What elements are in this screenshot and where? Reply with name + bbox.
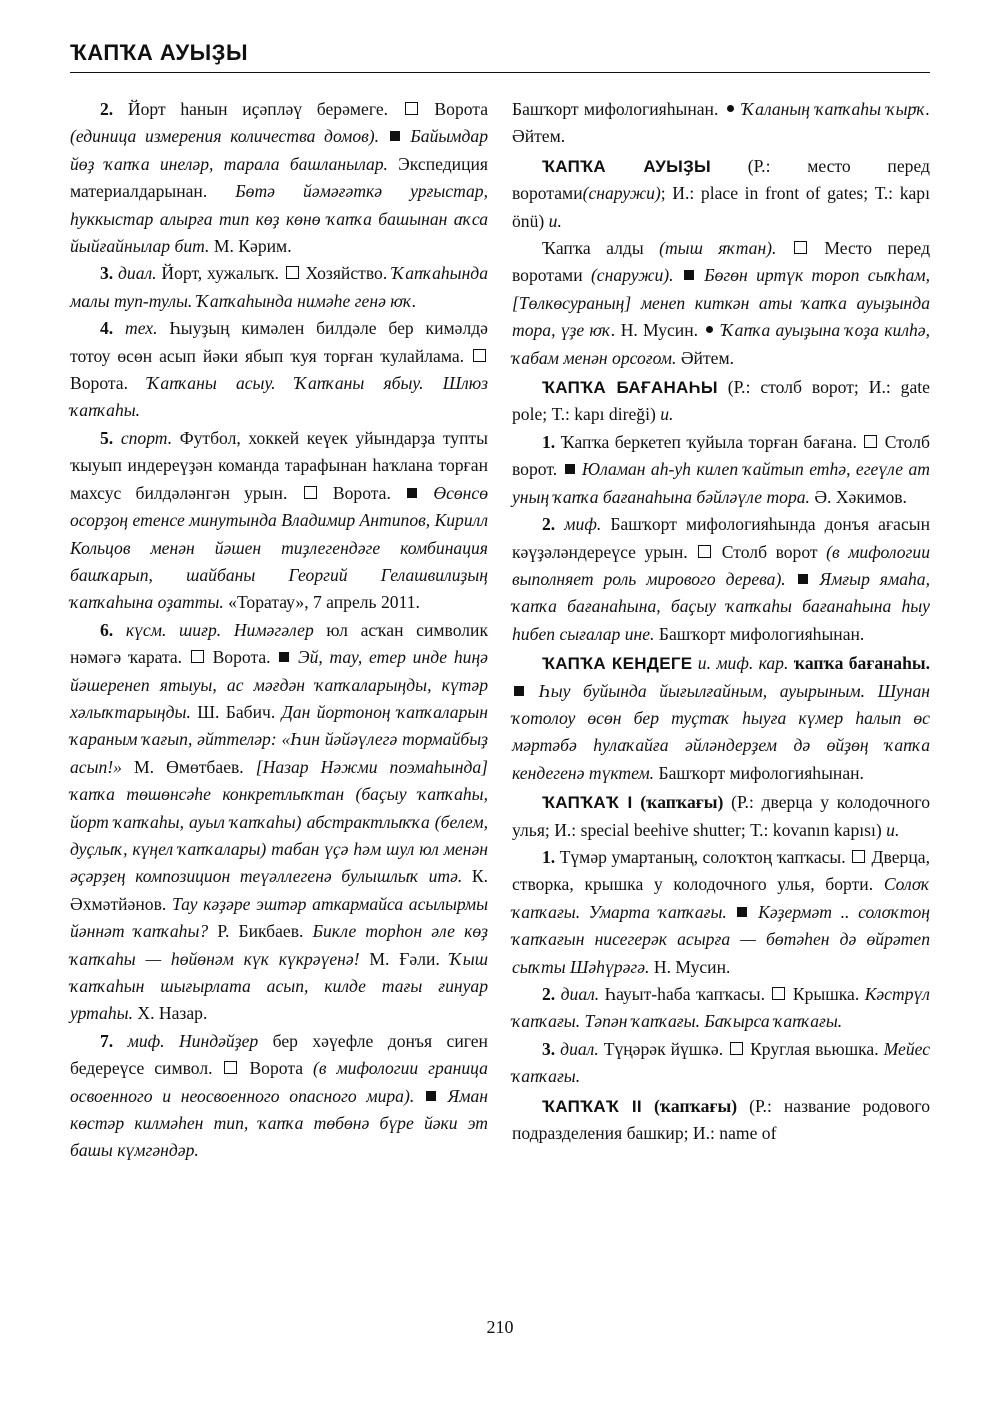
right-column xyxy=(512,96,930,1147)
russian-equivalent: Ворота. xyxy=(332,482,391,503)
sense-number: 4. xyxy=(100,318,114,339)
russian-equivalent: Ворота xyxy=(249,1058,304,1079)
white-square-icon xyxy=(864,435,877,448)
entry-kapkak-1-sense-2 xyxy=(512,981,930,1036)
left-column xyxy=(70,96,488,1165)
russian-equivalent: Столб ворот xyxy=(721,541,818,562)
example: [Назар Нәжми поэмаһында] ҡапҡа төшөнсәһе конкретлыҡтан (баҫыу ҡапҡаһы, йорт ҡапҡаһы, ауыл ҡапҡаһы) абстрактлыҡҡа (белем, дуҫлыҡ, күңел ҡапҡалары) табан үҫә һәм шул юл менән әҫәрҙең композицион теүәллегенә булышлыҡ итә. xyxy=(70,756,489,887)
russian-equivalent: Место перед воротами xyxy=(512,238,931,286)
running-header: ҠАПҠА АУЫҘЫ xyxy=(70,40,248,65)
definition: Ҡапҡа беркетеп ҡуйыла торған бағана. xyxy=(560,431,857,452)
example: Кәстрүл ҡапҡағы. Тәпән ҡапҡағы. Баҡырса ҡапҡағы. xyxy=(512,984,930,1032)
source: «Торатау», 7 апрель 2011. xyxy=(228,592,420,613)
black-square-icon xyxy=(279,652,289,662)
sense-number: 2. xyxy=(100,99,114,119)
source: Н. Мусин. xyxy=(653,956,731,977)
russian-gloss: (в мифологии выполняет роль мирового дерева). xyxy=(512,541,930,589)
russian-equivalent: Ворота. xyxy=(70,373,129,394)
black-square-icon xyxy=(407,488,417,498)
white-square-icon xyxy=(473,349,486,362)
headword: ҠАПҠА БАҒАНАҺЫ xyxy=(542,378,718,398)
white-square-icon xyxy=(730,1042,743,1055)
definition: Түмәр умартаның, солоҡтоң ҡапҡасы. xyxy=(559,846,846,867)
definition: Футбол, хоккей кеүек уйындарҙа тупты ҡыуып индереүҙән команда тарафынан һаҡлана торған махсус билдәләнгән урын. xyxy=(70,427,489,503)
continuation xyxy=(512,96,930,151)
usage-label: и. миф. кар. xyxy=(697,653,789,674)
russian-gloss: (единица измерения количества домов). xyxy=(70,126,380,147)
russian-equivalent: Дверца, створка, крышка у колодочного улья, борти. xyxy=(512,846,930,895)
usage-label: миф. xyxy=(127,1030,165,1051)
translations: (Р.: столб ворот; И.: gate pole; Т.: kapı direği) xyxy=(512,377,930,425)
example: Тау кәҙәре эштәр аткармайса асылырмы йәннәт ҡапҡаһы? xyxy=(70,893,488,942)
headword: ҠАПҠА КЕНДЕГЕ xyxy=(542,654,693,674)
sense-number: 1. xyxy=(542,846,556,867)
entry-kapkak-1-sense-3 xyxy=(512,1036,930,1091)
usage-label: диал. xyxy=(560,984,600,1004)
entry-kapka-kendege xyxy=(512,650,930,787)
part-of-speech: и. xyxy=(660,404,674,425)
sense-4 xyxy=(70,315,488,425)
headword-form: (ҡапҡағы) xyxy=(640,792,724,813)
source: Ә. Хәкимов. xyxy=(814,486,907,507)
russian-gloss: (снаружи) xyxy=(582,183,661,204)
entry-kapkak-1-sense-1 xyxy=(512,844,930,981)
example: Байымдар йөҙ ҡапҡа инеләр, тарала башланылар. xyxy=(70,126,488,174)
entry-kapka-baganahy-sense-2 xyxy=(512,511,930,648)
example: Бикле торһон әле көҙ ҡапҡаһы — һөйөнәм күк күкрәүенә! xyxy=(70,921,488,969)
example: Һыу буйында йығылғайным, ауырыным. Шунан ҡотолоу өсөн бер туҫтаҡ һыуға күмер һалып өс мәртәбә һулаҡайға әйләндерҙем дә өйҙөң ҡапҡа кендегенә түктем. xyxy=(512,680,930,783)
definition: Башҡорт мифологияһында донъя ағасын кәүҙәләндереүсе урын. xyxy=(512,514,930,562)
entry-kapka-auyzy xyxy=(512,153,930,235)
sense-6 xyxy=(70,617,488,1028)
white-square-icon xyxy=(772,987,785,1000)
example: Юламан аһ-уһ килеп ҡайтып етһә, егеүле ат уның ҡапҡа бағанаһына бәйләүле тора. xyxy=(512,459,930,507)
source: К. Әхмәтйәнов. xyxy=(70,866,488,914)
sense-number: 6. xyxy=(100,619,114,640)
black-square-icon xyxy=(390,131,400,141)
definition: Йорт һанын иҫәпләү берәмеге. xyxy=(127,99,389,119)
white-square-icon xyxy=(304,486,317,499)
black-square-icon xyxy=(684,270,694,280)
russian-equivalent: Круглая вьюшка. xyxy=(750,1038,879,1059)
translations: (Р.: название родового подразделения башкир; И.: name of xyxy=(512,1095,931,1144)
russian-equivalent: Хозяйство. xyxy=(305,263,388,284)
example: Ҡапҡаны асыу. Ҡапҡаны ябыу. Шлюз ҡапҡаһы. xyxy=(70,373,489,421)
source: Н. Мусин. xyxy=(620,320,699,341)
sense-3 xyxy=(70,260,488,315)
part-of-speech: и. xyxy=(886,819,900,840)
translations: (Р.: дверца у колодочного улья; И.: special beehive shutter; Т.: kovanın kapısı) xyxy=(512,792,930,840)
sense-number: 3. xyxy=(100,263,114,284)
example: Бөгөн иртүк тороп сыҡһам, [Төлкөсураның] менеп киткән аты ҡапҡа ауыҙында тора, үҙе юҡ. xyxy=(512,265,930,341)
russian-gloss: (в мифологии граница освоенного и неосвоенного опасного мира). xyxy=(70,1058,488,1106)
white-square-icon xyxy=(698,545,711,558)
source: Х. Назар. xyxy=(137,1003,208,1024)
definition: Ҡапҡа алды xyxy=(542,238,644,259)
entry-kapkak-1 xyxy=(512,789,930,844)
example: Ҡапҡаһында малы туп-тулы. Ҡапҡаһында нимәһе генә юҡ. xyxy=(70,263,489,311)
example: Өсөнсө осорҙоң етенсе минутында Владимир Антипов, Кирилл Кольцов менән йәшен тиҙлегендәге комбинация башҡарып, шайбаны Георгий Гелашвилиҙың ҡапҡаһына оҙатты. xyxy=(70,482,489,613)
example: Солоҡ ҡапҡағы. Умарта ҡапҡағы. xyxy=(512,874,930,922)
definition: Һыуҙың кимәлен билдәле бер кимәлдә тотоу өсөн асып йәки ябып ҡуя торған ҡулайлама. xyxy=(70,318,488,366)
definition: Йорт, хужалыҡ. xyxy=(161,263,279,284)
black-square-icon xyxy=(514,686,524,696)
sense-number: 5. xyxy=(100,427,114,448)
example: Дан йортоноң ҡапҡаларын ҡараным ҡағып, әйттеләр: «Һин йәйәүлегә тормайбыҙ асып!» xyxy=(70,701,489,777)
source: Ш. Бабич. xyxy=(197,701,276,722)
usage-label: миф. xyxy=(564,514,602,535)
source: Әйтем. xyxy=(680,347,734,368)
definition: Түңәрәк йүшкә. xyxy=(603,1038,724,1059)
example: Ямғыр ямаһа, ҡапҡа бағанаһына, баҫыу ҡапҡаһы бағанаһына һыу һибеп сығалар ине. xyxy=(512,568,930,644)
source: Башҡорт мифологияһынан. xyxy=(658,623,865,644)
definition-note: (тыш яҡтан). xyxy=(659,238,777,259)
source: Экспедиция материалдарынан. xyxy=(70,153,488,202)
bullet-dot-icon xyxy=(706,326,713,333)
sense-2 xyxy=(70,96,488,260)
proverb: Ҡапҡа ауыҙына ҡоҙа килһә, ҡабам менән орсоғом. xyxy=(512,320,930,368)
headword-form: (ҡапҡағы) xyxy=(653,1095,738,1116)
russian-equivalent: Ворота xyxy=(434,99,489,119)
sense-number: 1. xyxy=(542,431,556,452)
definition: юл асҡан символик нәмәгә ҡарата. xyxy=(70,619,489,668)
definition-italic: Ниндәйҙер xyxy=(178,1030,259,1051)
russian-equivalent: Крышка. xyxy=(792,984,860,1004)
source: Башҡорт мифологияһынан. xyxy=(658,762,864,783)
headword: ҠАПҠАҠ II xyxy=(542,1096,642,1116)
entry-kapka-baganahy xyxy=(512,374,930,429)
example: Эй, тау, етер инде һиңә йәшеренеп ятыуы, ас мәғдән ҡапҡаларыңды, күтәр хәлыҡтарыңды. xyxy=(70,647,488,722)
russian-equivalent: Столб ворот. xyxy=(512,431,930,480)
black-square-icon xyxy=(737,907,747,917)
white-square-icon xyxy=(405,102,418,115)
entry-kapka-auyzy-body xyxy=(512,235,930,372)
sense-number: 3. xyxy=(542,1038,556,1059)
sense-number: 2. xyxy=(542,984,556,1004)
usage-label: тех. xyxy=(125,318,158,339)
bullet-dot-icon xyxy=(727,105,734,112)
example: Мейес ҡапҡағы. xyxy=(512,1038,931,1087)
russian-equivalent: Ворота. xyxy=(212,647,271,668)
white-square-icon xyxy=(794,241,807,254)
cross-reference: ҡапҡа бағанаһы. xyxy=(793,653,930,674)
usage-label: диал. xyxy=(118,263,157,284)
example: Ҡыш ҡапҡаһын шығырлата асып, килде тағы ғинуар уртаһы. xyxy=(70,948,489,1024)
white-square-icon xyxy=(286,266,299,279)
sense-number: 2. xyxy=(542,514,556,535)
example: Бөтә йәмәғәткә урғыстар, һуккыстар алырға тип көҙ көнө ҡапҡа башынан аҡса йыйғайнылар бит. xyxy=(70,181,488,257)
white-square-icon xyxy=(224,1061,237,1074)
example: Кәҙермәт .. солоҡтоң ҡапҡағын нисегерәк асырға — бөтәһен дә өйрәтеп сыҡты Шәһүрәгә. xyxy=(512,901,930,977)
russian-gloss: (снаружи). xyxy=(590,265,674,286)
usage-label: диал. xyxy=(560,1038,599,1059)
proverb: Ҡаланың ҡапҡаһы ҡырҡ. xyxy=(742,99,930,119)
translations: ; И.: place in front of gates; Т.: kapı önü) xyxy=(512,183,930,231)
black-square-icon xyxy=(798,574,808,584)
sense-5 xyxy=(70,425,488,617)
definition: Һауыт-һаба ҡапҡасы. xyxy=(604,984,765,1004)
usage-label: спорт. xyxy=(120,427,173,448)
headword: ҠАПҠАҠ I xyxy=(542,793,633,813)
page-number: 210 xyxy=(486,1317,514,1337)
usage-label: күсм. шиғр. xyxy=(125,619,222,640)
translations: (Р.: место перед воротами xyxy=(512,155,930,204)
source: Башҡорт мифологияһынан. xyxy=(512,99,719,119)
white-square-icon xyxy=(852,850,865,863)
header-rule xyxy=(70,72,930,73)
white-square-icon xyxy=(191,650,204,663)
source: М. Өмөтбаев. xyxy=(134,756,244,777)
sense-number: 7. xyxy=(100,1030,114,1051)
definition: бер хәүефле донъя сиген бедереүсе символ. xyxy=(70,1030,488,1079)
source: М. Ғәли. xyxy=(369,948,440,969)
entry-kapka-baganahy-sense-1 xyxy=(512,429,930,511)
source: Әйтем. xyxy=(512,126,566,147)
sense-7 xyxy=(70,1028,488,1165)
part-of-speech: и. xyxy=(548,210,562,231)
headword: ҠАПҠА АУЫҘЫ xyxy=(542,156,711,176)
definition-italic: Нимәгәлер xyxy=(233,619,314,640)
source: М. Кәрим. xyxy=(213,236,292,257)
example: Яман көстәр килмәһен тип, ҡапҡа төбөнә бүре йәки эт башы күмгәндәр. xyxy=(70,1085,488,1161)
black-square-icon xyxy=(426,1091,436,1101)
source: Р. Бикбаев. xyxy=(217,921,304,942)
black-square-icon xyxy=(565,464,575,474)
entry-kapkak-2 xyxy=(512,1093,930,1148)
